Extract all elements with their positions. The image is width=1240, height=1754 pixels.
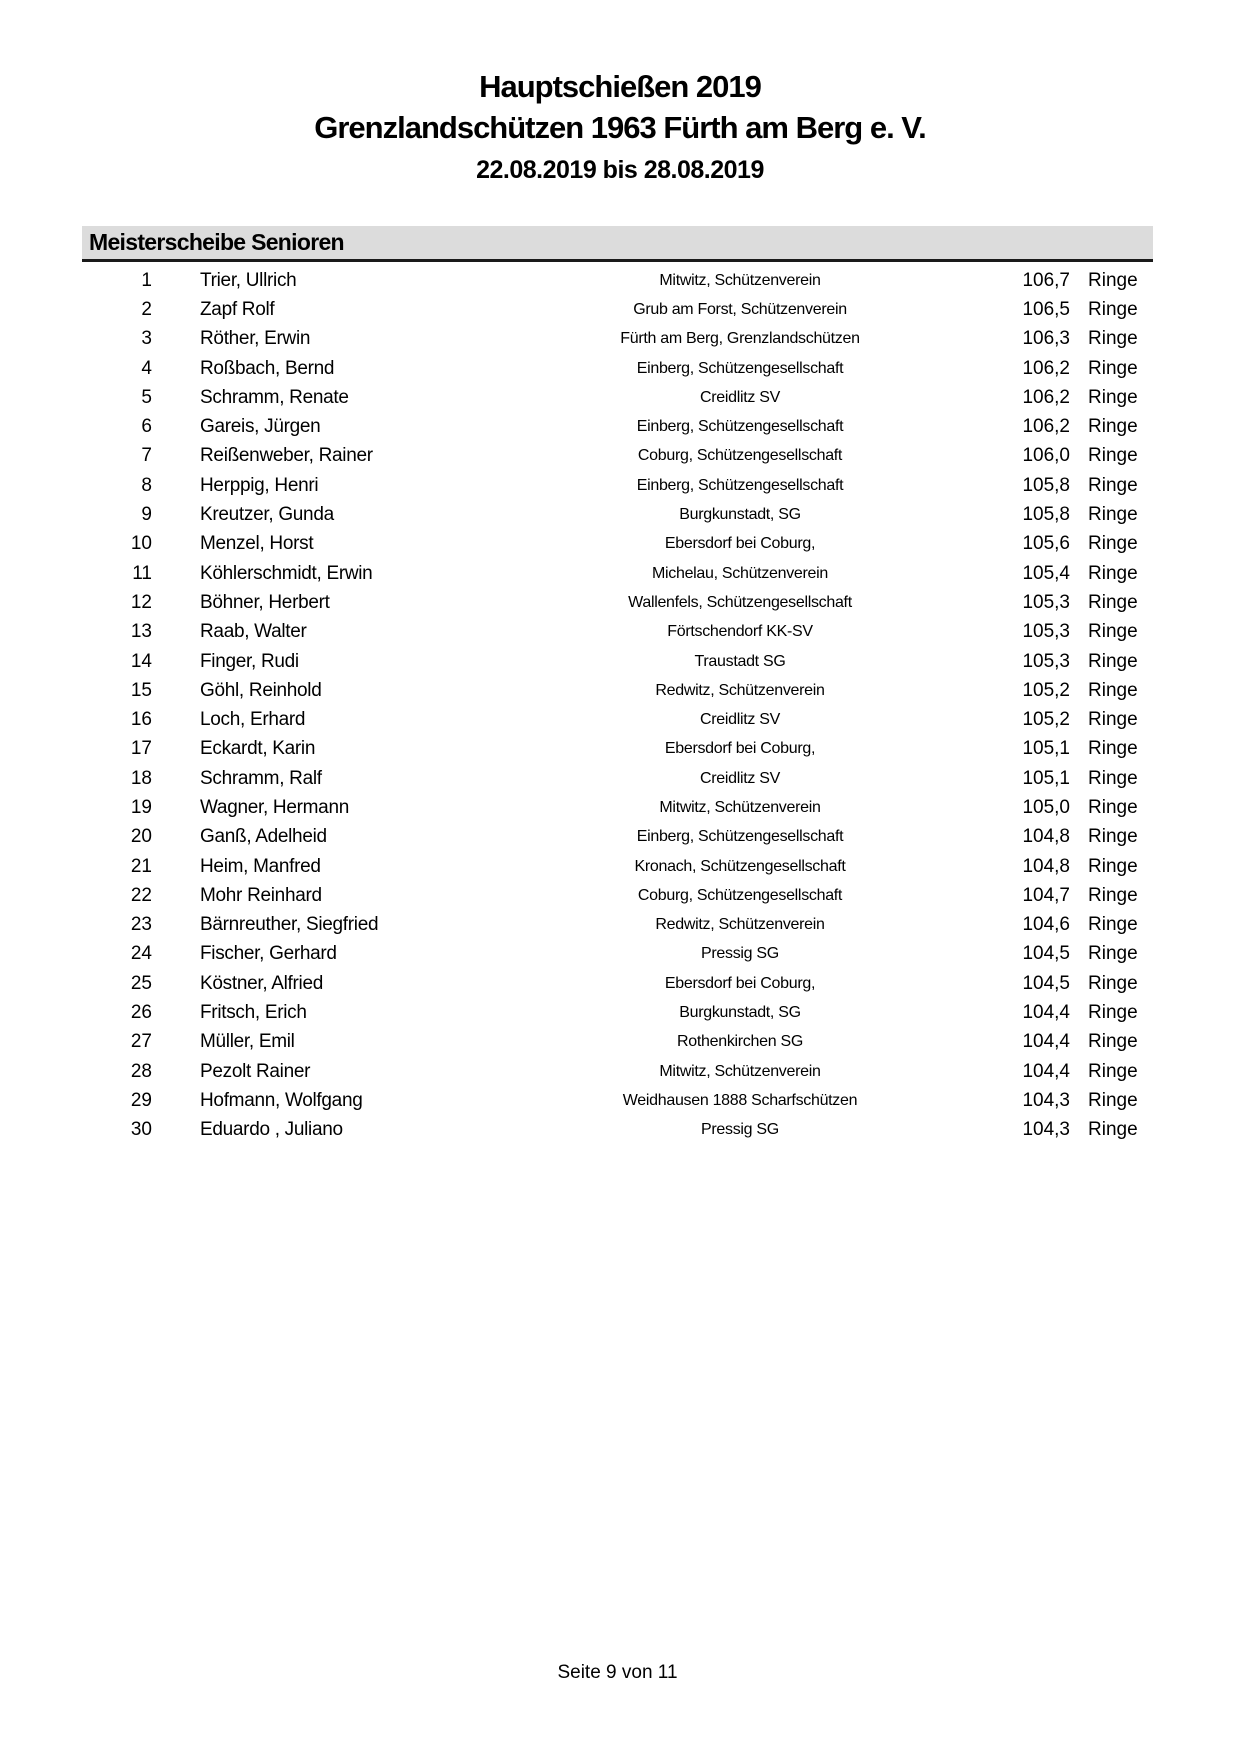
- club-cell: Pressig SG: [701, 1121, 779, 1139]
- name-cell: Kreutzer, Gunda: [200, 504, 334, 526]
- club-cell: Fürth am Berg, Grenzlandschützen: [620, 330, 860, 348]
- club-cell: Michelau, Schützenverein: [651, 564, 828, 582]
- rank-cell: 27: [130, 1031, 152, 1053]
- section-header-bar: [82, 226, 1153, 262]
- club-cell: Rothenkirchen SG: [677, 1033, 803, 1051]
- table-row: [82, 647, 1153, 676]
- club-cell: Wallenfels, Schützengesellschaft: [628, 593, 852, 611]
- score-cell: 106,5: [1022, 298, 1070, 320]
- table-row: [82, 383, 1153, 412]
- rank-cell: 12: [130, 591, 152, 613]
- score-cell: 106,3: [1022, 328, 1070, 350]
- table-row: [82, 500, 1153, 529]
- name-cell: Mohr Reinhard: [200, 884, 322, 906]
- name-cell: Köhlerschmidt, Erwin: [200, 562, 373, 584]
- name-cell: Röther, Erwin: [200, 328, 311, 350]
- club-cell: Mitwitz, Schützenverein: [659, 271, 821, 289]
- score-cell: 105,0: [1022, 796, 1070, 818]
- rank-cell: 19: [130, 796, 152, 818]
- club-cell: Burgkunstadt, SG: [679, 1004, 801, 1022]
- name-cell: Trier, Ullrich: [200, 269, 297, 291]
- rank-cell: 2: [141, 298, 152, 320]
- table-row: [82, 618, 1153, 647]
- score-cell: 104,4: [1022, 1002, 1070, 1024]
- rank-cell: 14: [130, 650, 152, 672]
- club-cell: Coburg, Schützengesellschaft: [637, 886, 843, 904]
- unit-cell: Ringe: [1088, 1060, 1138, 1082]
- name-cell: Finger, Rudi: [200, 650, 299, 672]
- name-cell: Fritsch, Erich: [200, 1002, 307, 1024]
- unit-cell: Ringe: [1088, 445, 1138, 467]
- score-cell: 106,7: [1022, 269, 1070, 291]
- rank-cell: 4: [141, 357, 152, 379]
- club-cell: Förtschendorf KK-SV: [667, 623, 813, 641]
- rank-cell: 23: [130, 914, 152, 936]
- score-cell: 104,8: [1022, 855, 1070, 877]
- unit-cell: Ringe: [1088, 562, 1138, 584]
- unit-cell: Ringe: [1088, 826, 1138, 848]
- unit-cell: Ringe: [1088, 328, 1138, 350]
- rank-cell: 3: [141, 328, 152, 350]
- score-cell: 105,6: [1022, 533, 1070, 555]
- club-cell: Einberg, Schützengesellschaft: [636, 418, 844, 436]
- rank-cell: 13: [130, 621, 152, 643]
- score-cell: 105,3: [1022, 621, 1070, 643]
- table-row: [82, 325, 1153, 354]
- table-row: [82, 852, 1153, 881]
- table-row: [82, 998, 1153, 1027]
- club-cell: Kronach, Schützengesellschaft: [634, 857, 846, 875]
- rank-cell: 5: [141, 386, 152, 408]
- rank-cell: 9: [141, 504, 152, 526]
- name-cell: Herppig, Henri: [200, 474, 319, 496]
- table-row: [82, 1057, 1153, 1086]
- table-row: [82, 412, 1153, 441]
- name-cell: Bärnreuther, Siegfried: [200, 914, 379, 936]
- unit-cell: Ringe: [1088, 474, 1138, 496]
- name-cell: Ganß, Adelheid: [200, 826, 327, 848]
- table-row: [82, 823, 1153, 852]
- table-row: [82, 530, 1153, 559]
- document-title: Hauptschießen 2019: [479, 69, 761, 104]
- score-cell: 106,0: [1022, 445, 1070, 467]
- name-cell: Fischer, Gerhard: [200, 943, 337, 965]
- unit-cell: Ringe: [1088, 884, 1138, 906]
- club-cell: Ebersdorf bei Coburg,: [664, 740, 816, 758]
- score-cell: 105,2: [1022, 679, 1070, 701]
- unit-cell: Ringe: [1088, 796, 1138, 818]
- unit-cell: Ringe: [1088, 1119, 1138, 1141]
- name-cell: Reißenweber, Rainer: [200, 445, 373, 467]
- score-cell: 106,2: [1022, 416, 1070, 438]
- rank-cell: 16: [130, 709, 152, 731]
- results-table: [82, 266, 1153, 1145]
- rank-cell: 28: [130, 1060, 152, 1082]
- score-cell: 106,2: [1022, 386, 1070, 408]
- name-cell: Wagner, Hermann: [200, 796, 349, 818]
- rank-cell: 29: [130, 1089, 152, 1111]
- unit-cell: Ringe: [1088, 591, 1138, 613]
- name-cell: Pezolt Rainer: [200, 1060, 311, 1082]
- table-row: [82, 705, 1153, 734]
- page-footer: [82, 1662, 1153, 1684]
- club-cell: Ebersdorf bei Coburg,: [664, 535, 816, 553]
- table-row: [82, 295, 1153, 324]
- name-cell: Raab, Walter: [200, 621, 307, 643]
- rank-cell: 20: [130, 826, 152, 848]
- unit-cell: Ringe: [1088, 386, 1138, 408]
- club-cell: Creidlitz SV: [700, 388, 780, 406]
- rank-cell: 7: [141, 445, 152, 467]
- name-cell: Hofmann, Wolfgang: [200, 1089, 363, 1111]
- score-cell: 104,3: [1022, 1119, 1070, 1141]
- date-range: 22.08.2019 bis 28.08.2019: [476, 156, 764, 184]
- club-cell: Einberg, Schützengesellschaft: [636, 476, 844, 494]
- score-cell: 104,8: [1022, 826, 1070, 848]
- rank-cell: 15: [130, 679, 152, 701]
- rank-cell: 18: [130, 767, 152, 789]
- score-cell: 105,1: [1022, 738, 1070, 760]
- score-cell: 104,7: [1022, 884, 1070, 906]
- name-cell: Schramm, Ralf: [200, 767, 322, 789]
- page-number: Seite 9 von 11: [557, 1662, 678, 1683]
- score-cell: 104,6: [1022, 914, 1070, 936]
- name-cell: Eduardo , Juliano: [200, 1119, 343, 1141]
- name-cell: Göhl, Reinhold: [200, 679, 322, 701]
- club-cell: Weidhausen 1888 Scharfschützen: [622, 1091, 858, 1109]
- club-cell: Ebersdorf bei Coburg,: [664, 974, 816, 992]
- unit-cell: Ringe: [1088, 1031, 1138, 1053]
- table-row: [82, 1116, 1153, 1145]
- unit-cell: Ringe: [1088, 767, 1138, 789]
- club-cell: Mitwitz, Schützenverein: [659, 1062, 821, 1080]
- unit-cell: Ringe: [1088, 533, 1138, 555]
- table-row: [82, 1028, 1153, 1057]
- score-cell: 104,4: [1022, 1031, 1070, 1053]
- document-subtitle: Grenzlandschützen 1963 Fürth am Berg e. V.: [314, 110, 926, 145]
- score-cell: 104,3: [1022, 1089, 1070, 1111]
- rank-cell: 30: [130, 1119, 152, 1141]
- name-cell: Menzel, Horst: [200, 533, 314, 555]
- table-row: [82, 442, 1153, 471]
- rank-cell: 17: [130, 738, 152, 760]
- unit-cell: Ringe: [1088, 679, 1138, 701]
- name-cell: Böhner, Herbert: [200, 591, 330, 613]
- score-cell: 105,4: [1022, 562, 1070, 584]
- club-cell: Grub am Forst, Schützenverein: [633, 300, 847, 318]
- table-row: [82, 940, 1153, 969]
- club-cell: Pressig SG: [701, 945, 779, 963]
- score-cell: 105,3: [1022, 650, 1070, 672]
- rank-cell: 1: [141, 269, 152, 291]
- rank-cell: 11: [132, 562, 152, 584]
- table-row: [82, 969, 1153, 998]
- club-cell: Redwitz, Schützenverein: [655, 916, 825, 934]
- unit-cell: Ringe: [1088, 709, 1138, 731]
- table-row: [82, 1086, 1153, 1115]
- name-cell: Müller, Emil: [200, 1031, 295, 1053]
- score-cell: 104,5: [1022, 943, 1070, 965]
- unit-cell: Ringe: [1088, 1089, 1138, 1111]
- rank-cell: 24: [130, 943, 152, 965]
- club-cell: Einberg, Schützengesellschaft: [636, 359, 844, 377]
- rank-cell: 10: [130, 533, 152, 555]
- table-row: [82, 676, 1153, 705]
- unit-cell: Ringe: [1088, 738, 1138, 760]
- name-cell: Zapf Rolf: [200, 298, 275, 320]
- rank-cell: 21: [130, 855, 152, 877]
- score-cell: 105,1: [1022, 767, 1070, 789]
- table-row: [82, 735, 1153, 764]
- table-row: [82, 881, 1153, 910]
- unit-cell: Ringe: [1088, 416, 1138, 438]
- score-cell: 105,2: [1022, 709, 1070, 731]
- unit-cell: Ringe: [1088, 855, 1138, 877]
- section-title: Meisterscheibe Senioren: [89, 229, 344, 255]
- unit-cell: Ringe: [1088, 972, 1138, 994]
- unit-cell: Ringe: [1088, 298, 1138, 320]
- rank-cell: 6: [141, 416, 152, 438]
- table-row: [82, 471, 1153, 500]
- club-cell: Einberg, Schützengesellschaft: [636, 828, 844, 846]
- club-cell: Creidlitz SV: [700, 769, 780, 787]
- score-cell: 104,4: [1022, 1060, 1070, 1082]
- unit-cell: Ringe: [1088, 1002, 1138, 1024]
- unit-cell: Ringe: [1088, 357, 1138, 379]
- unit-cell: Ringe: [1088, 943, 1138, 965]
- rank-cell: 8: [141, 474, 152, 496]
- score-cell: 105,8: [1022, 504, 1070, 526]
- club-cell: Coburg, Schützengesellschaft: [637, 447, 843, 465]
- name-cell: Loch, Erhard: [200, 709, 306, 731]
- name-cell: Heim, Manfred: [200, 855, 321, 877]
- table-row: [82, 559, 1153, 588]
- unit-cell: Ringe: [1088, 650, 1138, 672]
- name-cell: Schramm, Renate: [200, 386, 349, 408]
- club-cell: Mitwitz, Schützenverein: [659, 798, 821, 816]
- name-cell: Köstner, Alfried: [200, 972, 323, 994]
- rank-cell: 25: [130, 972, 152, 994]
- table-row: [82, 266, 1153, 295]
- score-cell: 105,8: [1022, 474, 1070, 496]
- club-cell: Traustadt SG: [694, 652, 786, 670]
- score-cell: 104,5: [1022, 972, 1070, 994]
- unit-cell: Ringe: [1088, 269, 1138, 291]
- club-cell: Burgkunstadt, SG: [679, 506, 801, 524]
- score-cell: 105,3: [1022, 591, 1070, 613]
- name-cell: Roßbach, Bernd: [200, 357, 335, 379]
- title-block: [0, 66, 1240, 187]
- table-row: [82, 354, 1153, 383]
- name-cell: Gareis, Jürgen: [200, 416, 321, 438]
- club-cell: Creidlitz SV: [700, 711, 780, 729]
- score-cell: 106,2: [1022, 357, 1070, 379]
- name-cell: Eckardt, Karin: [200, 738, 316, 760]
- rank-cell: 22: [130, 884, 152, 906]
- unit-cell: Ringe: [1088, 914, 1138, 936]
- table-row: [82, 911, 1153, 940]
- table-row: [82, 764, 1153, 793]
- unit-cell: Ringe: [1088, 621, 1138, 643]
- table-row: [82, 588, 1153, 617]
- club-cell: Redwitz, Schützenverein: [655, 681, 825, 699]
- table-row: [82, 793, 1153, 822]
- unit-cell: Ringe: [1088, 504, 1138, 526]
- rank-cell: 26: [130, 1002, 152, 1024]
